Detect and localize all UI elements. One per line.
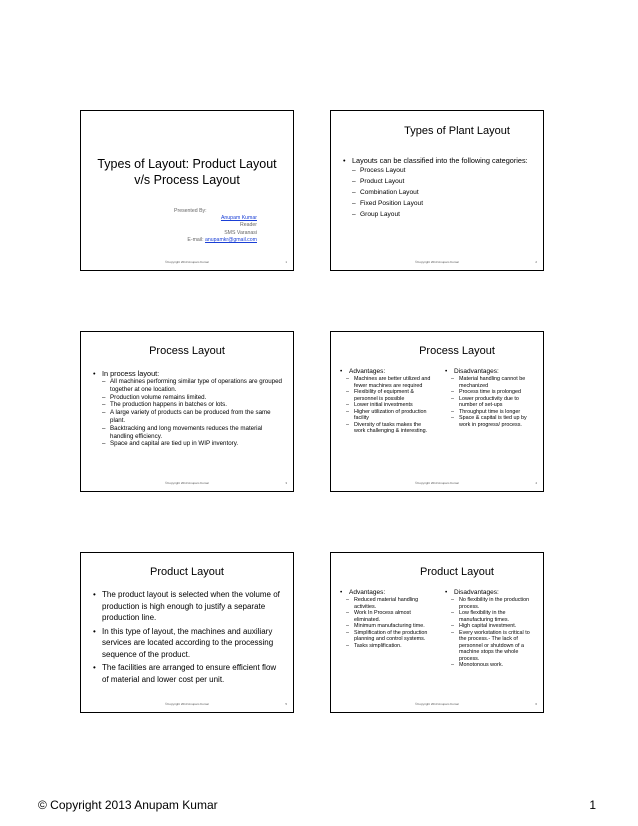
slide-footer: ©Copyright 2013 Anupam Kumar — [164, 260, 210, 264]
sub-item: – Higher utilization of production facility — [346, 408, 427, 421]
presenter-name[interactable]: Anupam Kumar — [220, 215, 257, 222]
sub-item: – Diversity of tasks makes the work challenging & interesting. — [346, 421, 428, 434]
slide-number: 1 — [285, 260, 287, 264]
slide-footer: ©Copyright 2013 Anupam Kumar — [414, 260, 460, 264]
sub-item: – Work In Process almost eliminated. — [346, 610, 411, 623]
slide-1 — [80, 110, 294, 271]
sub-item: – Material handling cannot be mechanized — [451, 376, 526, 389]
bullet: • In this type of layout, the machines and auxiliary services are located according to the processing sequence of the product. — [93, 626, 274, 659]
slide-body — [93, 589, 285, 685]
email-link[interactable]: anupamkr@gmail.com — [205, 236, 257, 243]
slide-6 — [330, 552, 544, 713]
bullet: • Layouts can be classified into the following categories: — [343, 156, 528, 165]
sub-item: – Flexibility of equipment & personnel is possible — [346, 389, 414, 402]
presenter-email-row — [81, 237, 257, 244]
sub-item: – Low flexibility in the manufacturing times. — [451, 610, 510, 623]
slide-3 — [80, 331, 294, 492]
title-line-2: v/s Process Layout — [134, 173, 240, 187]
slide-2 — [330, 110, 544, 271]
sub-item: – Throughput time is longer — [451, 408, 521, 415]
slide-footer: ©Copyright 2013 Anupam Kumar — [164, 481, 210, 485]
presenter-role: Reader — [239, 222, 257, 229]
slide-4 — [330, 331, 544, 492]
sub-item: – All machines performing similar type of operations are grouped together at one location. — [102, 378, 282, 393]
slide-title: Product Layout — [420, 566, 494, 578]
presenter-place: SMS Varanasi — [224, 229, 257, 236]
bullet: • Advantages: — [340, 368, 386, 375]
sub-item: – Production volume remains limited. — [102, 393, 207, 401]
sub-item: – Combination Layout — [352, 189, 419, 196]
sub-item: – A large variety of products can be produced from the same plant. — [102, 409, 271, 424]
sub-item: – The production happens in batches or lots. — [102, 401, 227, 409]
disadvantages-column — [445, 589, 537, 669]
slide-number: 5 — [285, 702, 287, 706]
bullet: • Disadvantages: — [445, 368, 499, 375]
sub-item: – Space & capital is tied up by work in progress/ process. — [451, 415, 527, 428]
bullet: • Disadvantages: — [445, 589, 499, 596]
email-label: E-mail: — [187, 236, 204, 243]
sub-item: – Process time is prolonged — [451, 389, 522, 395]
slide-5 — [80, 552, 294, 713]
slide-footer: ©Copyright 2013 Anupam Kumar — [414, 702, 460, 706]
slide-footer: ©Copyright 2013 Anupam Kumar — [414, 481, 460, 485]
bullet: • In process layout: — [93, 369, 160, 378]
sub-item: – Lower initial investments — [346, 402, 413, 408]
sub-item: – Process Layout — [352, 167, 406, 174]
presenter-block — [81, 208, 257, 244]
disadvantages-column — [445, 368, 537, 428]
title-line-1: Types of Layout: Product Layout — [97, 157, 277, 171]
bullet: • Advantages: — [340, 589, 386, 596]
sub-item: – Tasks simplification. — [346, 642, 402, 649]
slide-title: Process Layout — [419, 345, 495, 357]
sub-item: – Minimum manufacturing time. — [346, 623, 425, 629]
presented-by: Presented By: — [174, 208, 207, 214]
bullet: • The product layout is selected when the volume of production is high enough to justify a separate production line. — [93, 590, 280, 622]
slide-title: Product Layout — [150, 566, 224, 578]
slide-number: 2 — [535, 260, 537, 264]
sub-item: – Monotonous work. — [451, 662, 504, 668]
slide-title: Types of Plant Layout — [404, 125, 510, 137]
slide-footer: ©Copyright 2013 Anupam Kumar — [164, 702, 210, 706]
sub-item: – Backtracking and long movements reduces the material handling efficiency. — [102, 424, 263, 440]
slide-title — [81, 156, 293, 188]
sub-item: – No flexibility in the production process. — [451, 597, 530, 610]
slide-number: 3 — [285, 481, 287, 485]
slide-body — [343, 156, 535, 220]
sub-item: – Space and capital are tied up in WIP inventory. — [102, 440, 239, 448]
sub-item: – Fixed Position Layout — [352, 200, 424, 207]
slide-title: Process Layout — [149, 345, 225, 357]
bullet: • The facilities are arranged to ensure efficient flow of material and lower cost per unit. — [93, 663, 277, 684]
advantages-column — [340, 589, 432, 649]
slide-body — [93, 369, 285, 448]
page-number: 1 — [589, 798, 596, 812]
slide-number: 4 — [535, 481, 537, 485]
sub-item: – Product Layout — [352, 178, 405, 185]
sub-item: – High capital investment. — [451, 623, 517, 629]
sub-item: – Simplification of the production planning and control systems. — [346, 629, 428, 642]
sub-item: – Machines are better utilized and fewer machines are required — [346, 376, 431, 389]
page-footer-copyright: © Copyright 2013 Anupam Kumar — [38, 798, 218, 812]
slide-number: 6 — [535, 702, 537, 706]
advantages-column — [340, 368, 432, 435]
sub-item: – Group Layout — [352, 211, 400, 218]
sub-item: – Lower productivity due to number of set-ups — [451, 395, 519, 408]
sub-item: – Reduced material handling activities. — [346, 597, 419, 610]
sub-item: – Every workstation is critical to the process.- The lack of personnel or shutdown of a machine stops the whole process. — [451, 629, 530, 662]
